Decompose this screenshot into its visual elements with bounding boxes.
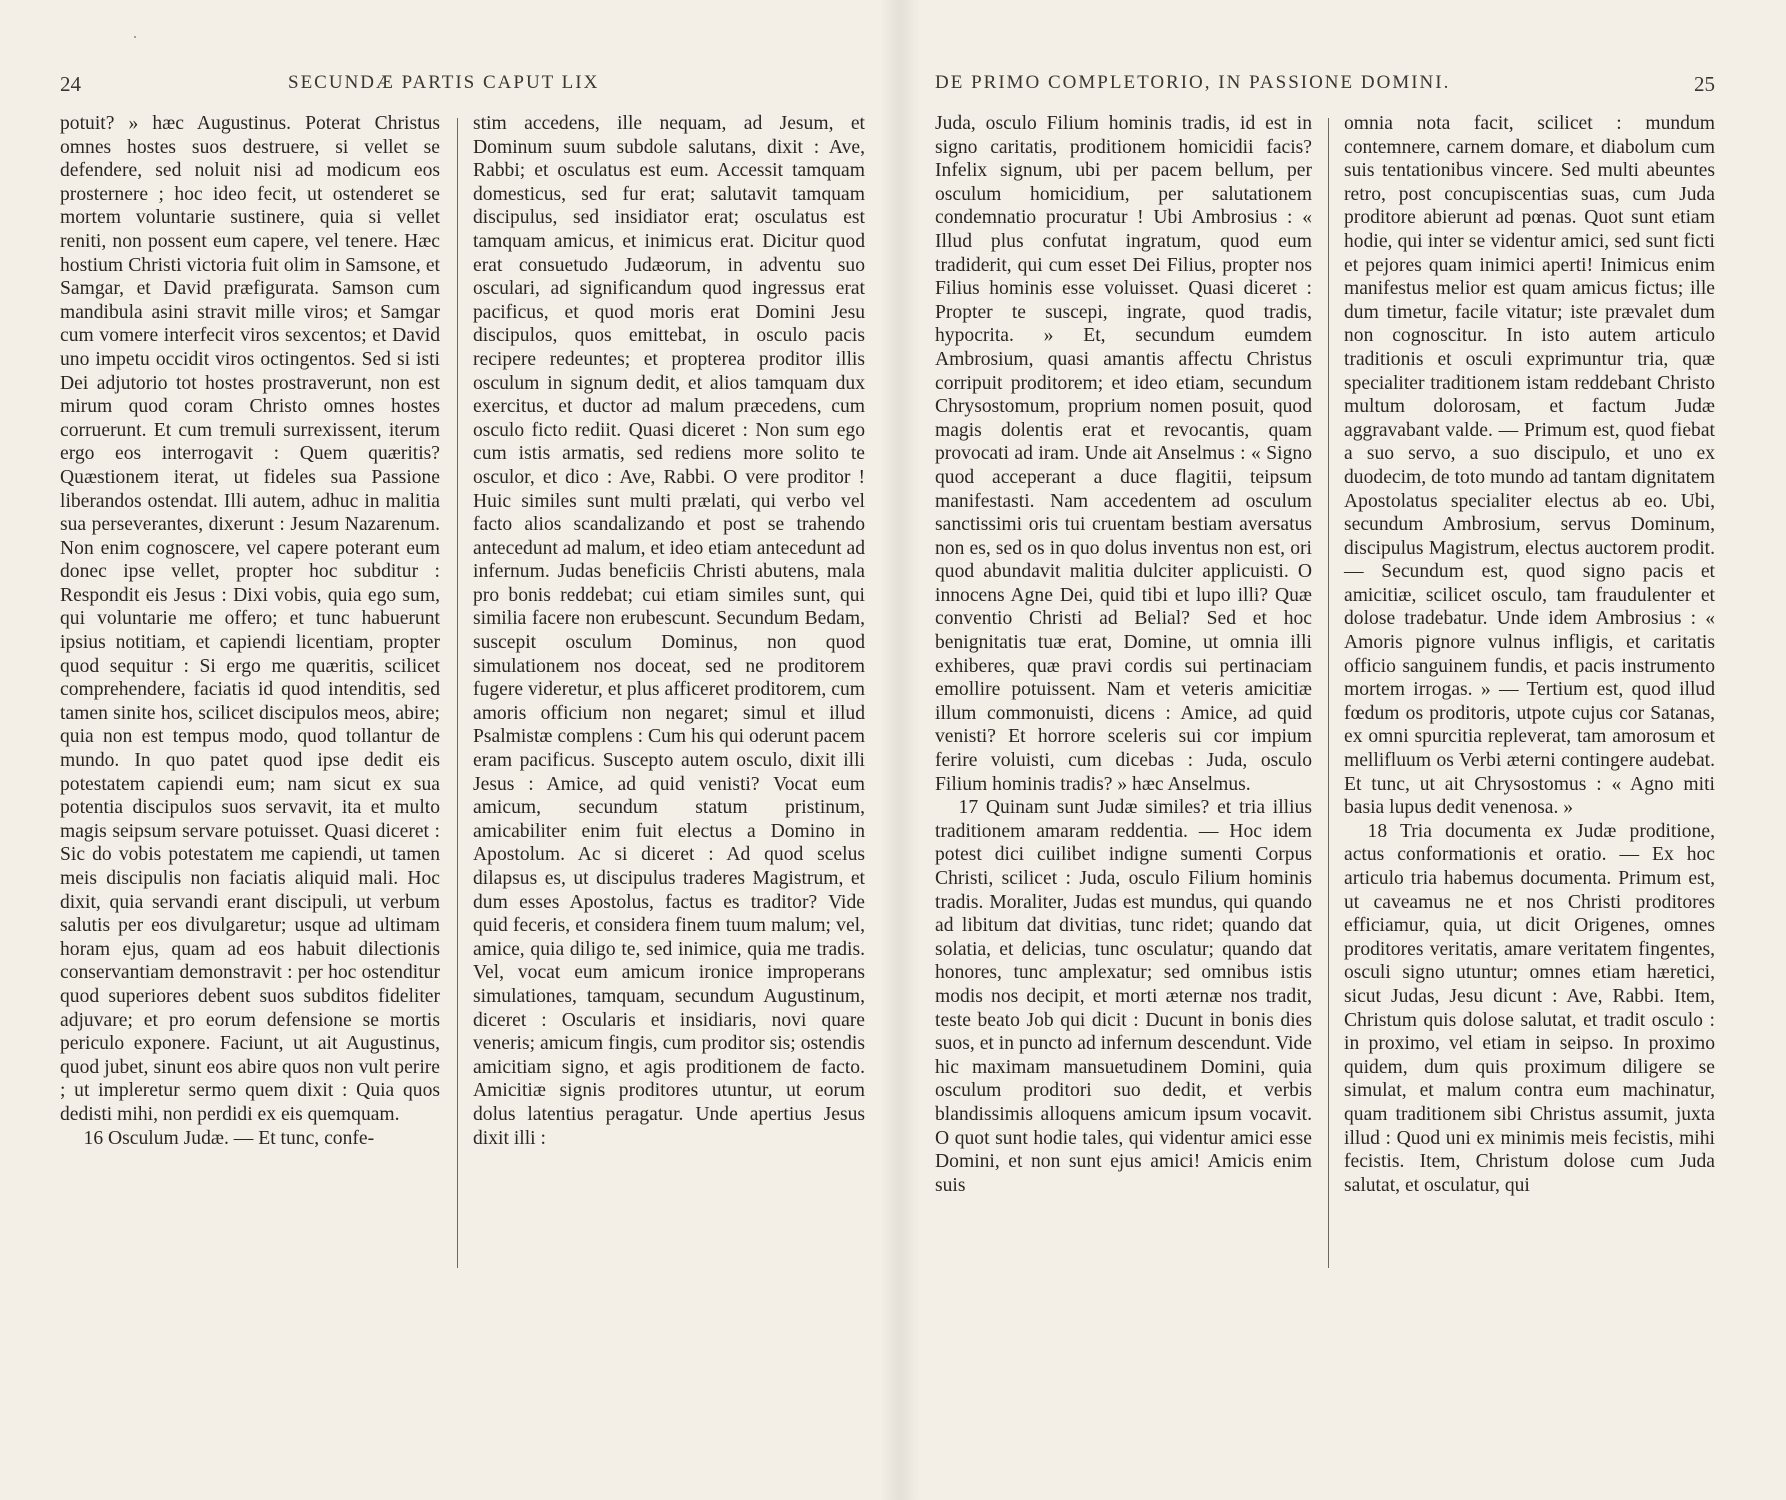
right-page bbox=[935, 0, 1715, 1500]
left-page-number: 24 bbox=[60, 72, 81, 96]
left-col1-paragraph-1: potuit? » hæc Augustinus. Poterat Christus omnes hostes suos destruere, si vellet se defendere, sed noluit nisi ad modicum eos prosternere ; hoc ideo fecit, ut ostenderet se mortem voluntarie sustinere, quia si vellet reniti, non possent eum capere, vel tenere. Hæc hostium Christi victoria fuit olim in Samsone, et Samgar, et David præfigurata. Samson cum mandibula asini stravit mille viros; et Samgar cum vomere interfecit viros sexcentos; et David uno impetu occidit viros octingentos. Sed si isti Dei adjutorio tot hostes prostraverunt, non est mirum quod coram Christo omnes hostes corruerunt. Et cum tremuli surrexissent, iterum ergo eos interrogavit : Quem quæritis? Quæstionem iterat, ut fideles sua Passione liberandos ostendat. Illi autem, adhuc in malitia sua perseverantes, dixerunt : Jesum Nazarenum. Non enim cognoscere, vel capere poterant eum donec ipse vellet, propter hoc subditur : Respondit eis Jesus : Dixi vobis, quia ego sum, qui voluntarie me offero; et tunc habuerunt ipsius notitiam, et capiendi licentiam, propter quod sequitur : Si ergo me quæritis, scilicet comprehendere, faciatis id quod intenditis, sed tamen sinite hos, scilicet discipulos meos, abire; quia non est tempus modo, quod tollantur de mundo. In quo patet quod ipse dedit eis potestatem capiendi eum; nam sicut ex sua potentia discipulos suos servavit, ita et multo magis seipsum servare potuisset. Quasi diceret : Sic do vobis potestatem me capiendi, ut tamen meis discipulis non faciatis aliquid mali. Hoc dixit, quia servandi erant discipuli, ut verbum salutis per eos divulgaretur; usque ad ultimam horam ejus, quam ad eos habuit dilectionis conservantiam demonstravit : per hoc ostenditur quod superiores debent suos subditos fideliter adjuvare; et pro eorum defensione se mortis periculo exponere. Faciunt, ut ait Augustinus, quod jubet, sinunt eos abire quos non vult perire ; ut impleretur sermo quem dixit : Quia quos dedisti mihi, non perdidi ex eis quemquam. bbox=[60, 113, 440, 1125]
right-page-number: 25 bbox=[1694, 72, 1715, 96]
right-column-1 bbox=[935, 112, 1312, 1197]
left-col1-paragraph-2: 16 Osculum Judæ. — Et tunc, confe- bbox=[83, 1127, 375, 1149]
left-running-title: SECUNDÆ PARTIS CAPUT LIX bbox=[288, 72, 600, 93]
right-col1-paragraph-2: 17 Quinam sunt Judæ similes? et tria illius traditionem amaram reddentia. — Hoc idem potest dici cuilibet indigne sumenti Corpus Christi, scilicet : Juda, osculo Filium hominis tradis. Moraliter, Judas est mundus, qui quando ad libitum dat divitias, tunc ridet; quando dat solatia, et delicias, tunc osculatur; quando dat honores, tunc amplexatur; sed omnibus istis modis nos decipit, et morti æternæ nos tradit, teste beato Job qui dicit : Ducunt in bonis dies suos, et in puncto ad infernum descendunt. Vide hic maximam mansuetudinem Domini, quia osculum proditori suo dedit, et verbis blandissimis alloquens amicum ipsum vocavit. O quot sunt hodie tales, qui videntur amici esse Domini, et non sunt ejus amici! Amicis enim suis bbox=[935, 797, 1312, 1196]
left-running-head bbox=[60, 72, 878, 98]
right-column-2 bbox=[1344, 112, 1715, 1197]
left-col2-paragraph-1: stim accedens, ille nequam, ad Jesum, et Dominum suum subdole salutans, dixit : Ave, Rabbi; et osculatus est eum. Accessit tamquam domesticus, sed fur erat; salutavit tamquam discipulus, sed insidiator erat; osculatus est tamquam amicus, et inimicus erat. Dicitur quod erat consuetudo Judæorum, in adventu suo osculari, ad significandum quod ingressus erat pacificus, et quod moris erat Domini Jesu discipulos, quos emittebat, in osculo pacis recipere redeuntes; et propterea proditor illis osculum in signum dedit, et alios tamquam dux exercitus, et ductor ad malum præcedens, cum osculo ficto rediit. Quasi diceret : Non sum ego cum istis armatis, sed rediens more solito te osculor, et dico : Ave, Rabbi. O vere proditor ! Huic similes sunt multi prælati, qui verbo vel facto alios scandalizando et post se trahendo antecedunt ad malum, et ideo etiam antecedunt ad infernum. Judas beneficiis Christi abutens, mala pro bonis reddebat; cui etiam similes sunt, qui similia facere non erubescunt. Secundum Bedam, suscepit osculum Dominus, non quod simulationem nos doceat, sed ne proditorem fugere videretur, et plus afficeret proditorem, cum amoris officium non negaret; simul et illud Psalmistæ complens : Cum his qui oderunt pacem eram pacificus. Suscepto autem osculo, dixit illi Jesus : Amice, ad quid venisti? Vocat eum amicum, secundum statum pristinum, amicabiliter enim fuit electus a Domino in Apostolum. Ac si diceret : Ad quod scelus dilapsus es, ut discipulus traderes Magistrum, et dum esses Apostolus, factus es traditor? Vide quid feceris, et considera finem tuum malum; vel, amice, quia diligo te, sed inimice, quia me tradis. Vel, vocat eum amicum ironice improperans simulationes, tamquam, secundum Augustinum, diceret : Oscularis et insidiaris, novi quare veneris; amicum fingis, cum proditor sis; ostendis amicitiam signo, et agis proditionem de facto. Amicitiæ signis proditores utuntur, ut eorum dolus latentius peragatur. Unde apertius Jesus dixit illi : bbox=[473, 113, 865, 1149]
right-col1-paragraph-1: Juda, osculo Filium hominis tradis, id est in signo caritatis, proditionem homicidii facis? Infelix signum, ubi per pacem bellum, per osculum homicidium, per salutationem condemnatio procuratur ! Ubi Ambrosius : « Illud plus confutat ingratum, quod eum tradiderit, qui cum esset Dei Filius, propter nos Filius hominis esse voluisset. Quasi diceret : Propter te suscepi, ingrate, quod tradis, hypocrita. » Et, secundum eumdem Ambrosium, quasi amantis affectu Christus corripuit proditorem; et ideo etiam, secundum Chrysostomum, proprium nomen posuit, quod magis dolentis erat et revocantis, quam provocati ad iram. Unde ait Anselmus : « Signo quod acceperant a duce flagitii, teipsum manifestasti. Nam accedentem ad osculum sanctissimi oris tui cruentam bestiam aversatus non es, sed os in quo dolus inventus non est, ori quod abundavit malitia dulciter applicuisti. O innocens Agne Dei, quid tibi et lupo illi? Quæ conventio Christi ad Belial? Sed et hoc benignitatis tuæ erat, Domine, ut omnia illi exhiberes, quæ pravi cordis sui pertinaciam emollire potuissent. Nam et veteris amicitiæ illum commonuisti, dicens : Amice, ad quid venisti? Et horrore sceleris sui cor impium ferire voluisti, cum dicebas : Juda, osculo Filium hominis tradis? » hæc Anselmus. bbox=[935, 113, 1312, 795]
right-col2-paragraph-1: omnia nota facit, scilicet : mundum contemnere, carnem domare, et diabolum cum suis tentationibus vincere. Sed multi abeuntes retro, post concupiscentias suas, cum Juda proditore abierunt ad pœnas. Quot sunt etiam hodie, qui inter se videntur amici, sed sunt ficti et pejores quam inimici aperti! Inimicus enim manifestus melior est quam amicus fictus; ille dum timetur, facile vitatur; iste prævalet dum non cognoscitur. In isto autem articulo traditionis et osculi exprimuntur tria, quæ specialiter traditionem istam reddebant Christo multum dolorosam, et factum Judæ aggravabant valde. — Primum est, quod fiebat a suo servo, a suo discipulo, et uno ex duodecim, de toto mundo ad tantam dignitatem Apostolatus specialiter electus ab eo. Ubi, secundum Ambrosium, servus Dominum, discipulus Magistrum, electus auctorem prodit. — Secundum est, quod signo pacis et amicitiæ, scilicet osculo, tam fraudulenter et dolose tradebatur. Unde idem Ambrosius : « Amoris pignore vulnus infligis, et caritatis officio sanguinem fundis, et pacis instrumento mortem irrogas. » — Tertium est, quod illud fœdum os proditoris, utpote cujus cor Satanas, ex omni spurcitia repleverat, tam amorosum et mellifluum os Verbi æterni contingere audebat. Et tunc, ut ait Chrysostomus : « Agno miti basia lupus dedit venenosa. » bbox=[1344, 113, 1715, 819]
left-column-1 bbox=[60, 112, 440, 1150]
right-col2-paragraph-2: 18 Tria documenta ex Judæ proditione, actus conformationis et oratio. — Ex hoc articulo tria habemus documenta. Primum est, ut caveamus ne et nos Christi proditores efficiamur, quia, ut dicit Origenes, omnes proditores veritatis, amare veritatem fingentes, osculi signo utuntur; omnes etiam hæretici, sicut Judas, Jesu dicunt : Ave, Rabbi. Item, Christum quis dolose salutat, et tradit osculo : in proximo, vel etiam in seipso. In proximo quidem, dum quis proximum diligere se simulat, et malum contra eum machinatur, quam traditionem sibi Christus assumit, juxta illud : Quod uni ex minimis meis fecistis, mihi fecistis. Item, Christum dolose cum Juda salutat, et osculatur, qui bbox=[1344, 820, 1715, 1196]
right-running-head bbox=[935, 72, 1715, 98]
left-column-2 bbox=[473, 112, 865, 1150]
right-column-rule bbox=[1328, 118, 1329, 1268]
left-page bbox=[60, 0, 878, 1500]
right-running-title: DE PRIMO COMPLETORIO, IN PASSIONE DOMINI. bbox=[935, 72, 1451, 93]
left-column-rule bbox=[457, 118, 458, 1268]
gutter-shadow bbox=[880, 0, 920, 1500]
